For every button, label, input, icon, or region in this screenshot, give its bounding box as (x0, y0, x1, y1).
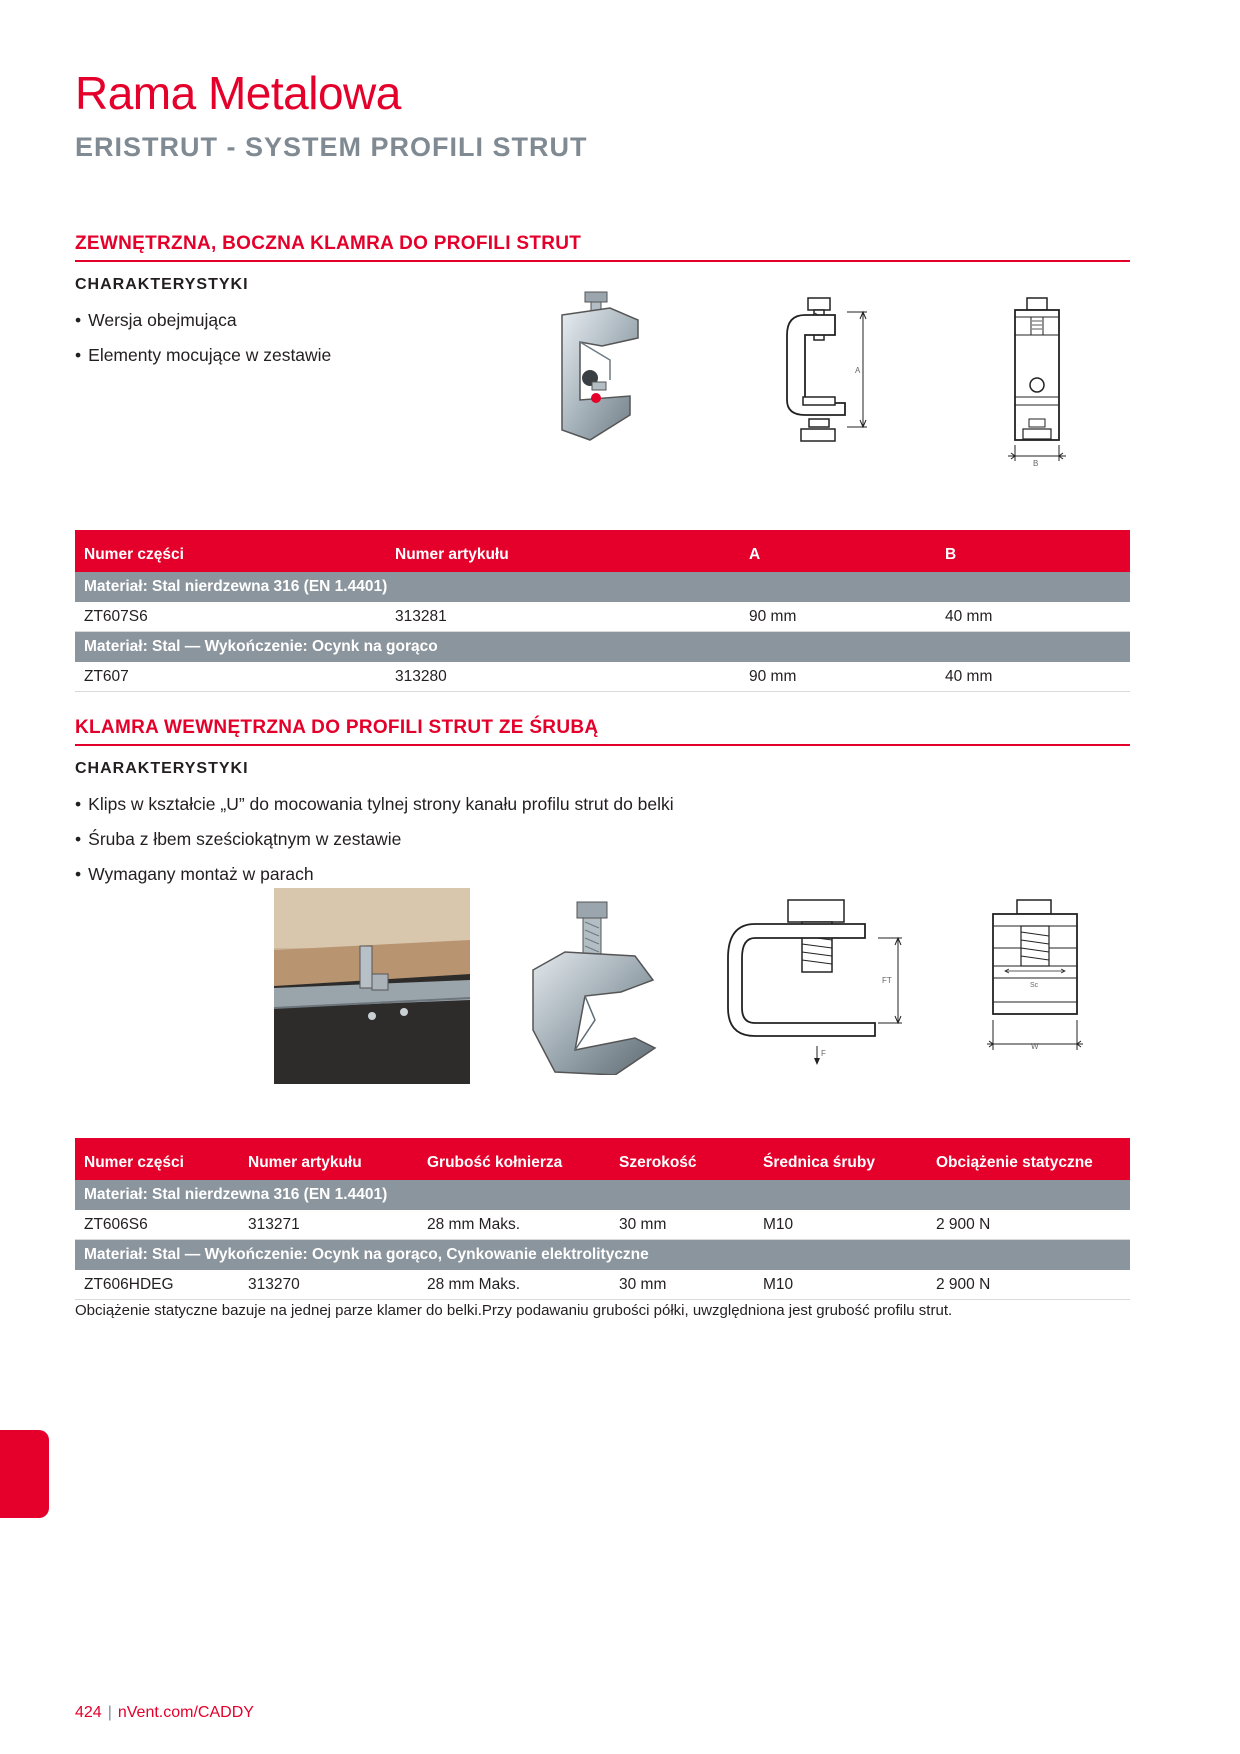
material-row: Materiał: Stal nierdzewna 316 (EN 1.4401) (75, 572, 1130, 602)
column-header: B (936, 530, 1130, 572)
feature-item: • Elementy mocujące w zestawie (75, 343, 331, 378)
footer-separator: | (107, 1704, 112, 1721)
table-row: ZT606HDEG 313270 28 mm Maks. 30 mm M10 2 900 N (75, 1270, 1130, 1300)
feature-item: • Śruba z łbem sześciokątnym w zestawie (75, 827, 674, 862)
table-row: ZT606S6 313271 28 mm Maks. 30 mm M10 2 900 N (75, 1210, 1130, 1240)
feature-item: • Wersja obejmująca (75, 308, 331, 343)
characteristics-heading: CHARAKTERYSTYKI (75, 276, 249, 293)
feature-item: • Wymagany montaż w parach (75, 862, 674, 897)
page-subtitle: ERISTRUT - SYSTEM PROFILI STRUT (75, 132, 588, 162)
dimension-b-label: B (1033, 459, 1039, 468)
installation-photo (274, 888, 470, 1084)
spec-table-external-clamp (75, 530, 1130, 692)
feature-list (75, 308, 331, 378)
column-header: Średnica śruby (754, 1138, 927, 1180)
force-f-label: F (821, 1049, 826, 1058)
table-row: ZT607S6 313281 90 mm 40 mm (75, 602, 1130, 632)
dimension-w-label: W (1031, 1042, 1039, 1051)
internal-clamp-side-drawing (720, 898, 930, 1078)
dimension-sc-label: Sc (1030, 982, 1039, 989)
material-row: Materiał: Stal — Wykończenie: Ocynk na gorąco, Cynkowanie elektrolityczne (75, 1240, 1130, 1271)
column-header: Numer artykułu (386, 530, 740, 572)
footnote: Obciążenie statyczne bazuje na jednej parze klamer do belki.Przy podawaniu grubości półki, uwzględniona jest grubość profilu strut. (75, 1302, 953, 1319)
external-clamp-photo (550, 290, 660, 450)
page-number: 424 (75, 1704, 102, 1721)
column-header: Numer artykułu (239, 1138, 418, 1180)
table-header-row (75, 530, 1130, 572)
external-clamp-front-drawing (1005, 295, 1080, 470)
footer-site-link[interactable]: nVent.com/CADDY (117, 1704, 254, 1721)
feature-list (75, 792, 674, 897)
column-header: A (740, 530, 936, 572)
column-header: Obciążenie statyczne (927, 1138, 1130, 1180)
material-row: Materiał: Stal — Wykończenie: Ocynk na gorąco (75, 632, 1130, 663)
column-header: Szerokość (610, 1138, 754, 1180)
material-row: Materiał: Stal nierdzewna 316 (EN 1.4401) (75, 1180, 1130, 1210)
internal-clamp-photo (525, 900, 660, 1075)
section-heading-internal-clamp: KLAMRA WEWNĘTRZNA DO PROFILI STRUT ZE ŚRUBĄ (75, 717, 1130, 746)
dimension-a-label: A (855, 366, 861, 375)
characteristics-heading: CHARAKTERYSTYKI (75, 760, 249, 777)
internal-clamp-front-drawing (985, 898, 1085, 1073)
column-header: Grubość kołnierza (418, 1138, 610, 1180)
feature-item: • Klips w kształcie „U” do mocowania tylnej strony kanału profilu strut do belki (75, 792, 674, 827)
table-row: ZT607 313280 90 mm 40 mm (75, 662, 1130, 692)
table-header-row (75, 1138, 1130, 1180)
page-title: Rama Metalowa (75, 67, 401, 119)
page-footer (75, 1704, 254, 1722)
section-tab-marker (0, 1430, 49, 1518)
column-header: Numer części (75, 530, 386, 572)
external-clamp-side-drawing (775, 295, 875, 460)
section-heading-external-clamp: ZEWNĘTRZNA, BOCZNA KLAMRA DO PROFILI STRUT (75, 233, 1130, 262)
spec-table-internal-clamp (75, 1138, 1130, 1300)
dimension-ft-label: FT (882, 976, 892, 985)
column-header: Numer części (75, 1138, 239, 1180)
